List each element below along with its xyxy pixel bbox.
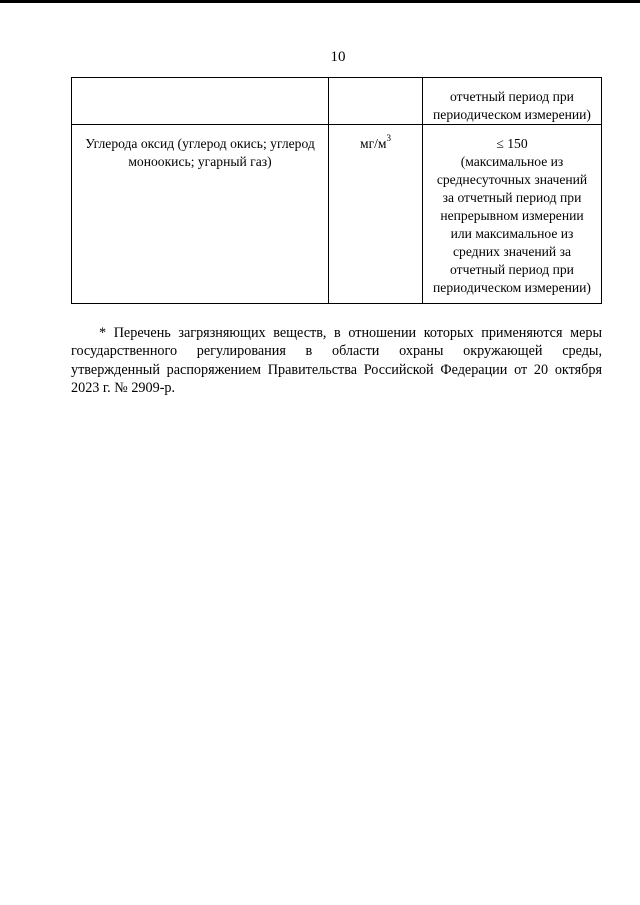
unit-base: мг/м: [359, 136, 387, 151]
table-row-carbon-monoxide: [72, 125, 602, 304]
value-line: отчетный период при: [450, 89, 574, 104]
page-number: 10: [330, 49, 346, 65]
value-line: ≤ 150: [496, 136, 528, 151]
value-line: среднесуточных значений: [436, 172, 588, 187]
value-line: за отчетный период при: [442, 190, 582, 205]
footnote: [71, 324, 602, 397]
substance-name-line: Углерода оксид (углерод окись; углерод: [85, 136, 315, 151]
value-line: или максимальное из: [450, 226, 574, 241]
cell-substance-empty: [72, 78, 329, 125]
cell-unit-empty: [329, 78, 423, 125]
cell-value-continuation: [423, 78, 602, 125]
value-line: периодическом измерении): [433, 107, 591, 122]
cell-unit: [329, 125, 423, 304]
footnote-line: 2023 г. № 2909-р.: [71, 379, 176, 396]
substance-name-line: моноокись; угарный газ): [128, 154, 272, 169]
top-border-line: [0, 0, 640, 3]
footnote-line: государственного регулирования в области охраны окружающей среды,: [71, 343, 602, 360]
table-row-continuation: [72, 78, 602, 125]
unit-exponent: 3: [386, 133, 392, 144]
emissions-table: [71, 77, 602, 304]
footnote-line: * Перечень загрязняющих веществ, в отношении которых применяются меры: [99, 325, 602, 341]
value-line: средних значений за: [453, 244, 571, 259]
value-line: отчетный период при: [450, 262, 574, 277]
cell-substance-name: [72, 125, 329, 304]
value-line: периодическом измерении): [433, 280, 591, 295]
value-line: (максимальное из: [460, 154, 564, 169]
cell-value: [423, 125, 602, 304]
value-line: непрерывном измерении: [440, 208, 584, 223]
footnote-line: утвержденный распоряжением Правительства Российской Федерации от 20 октября: [71, 361, 602, 378]
